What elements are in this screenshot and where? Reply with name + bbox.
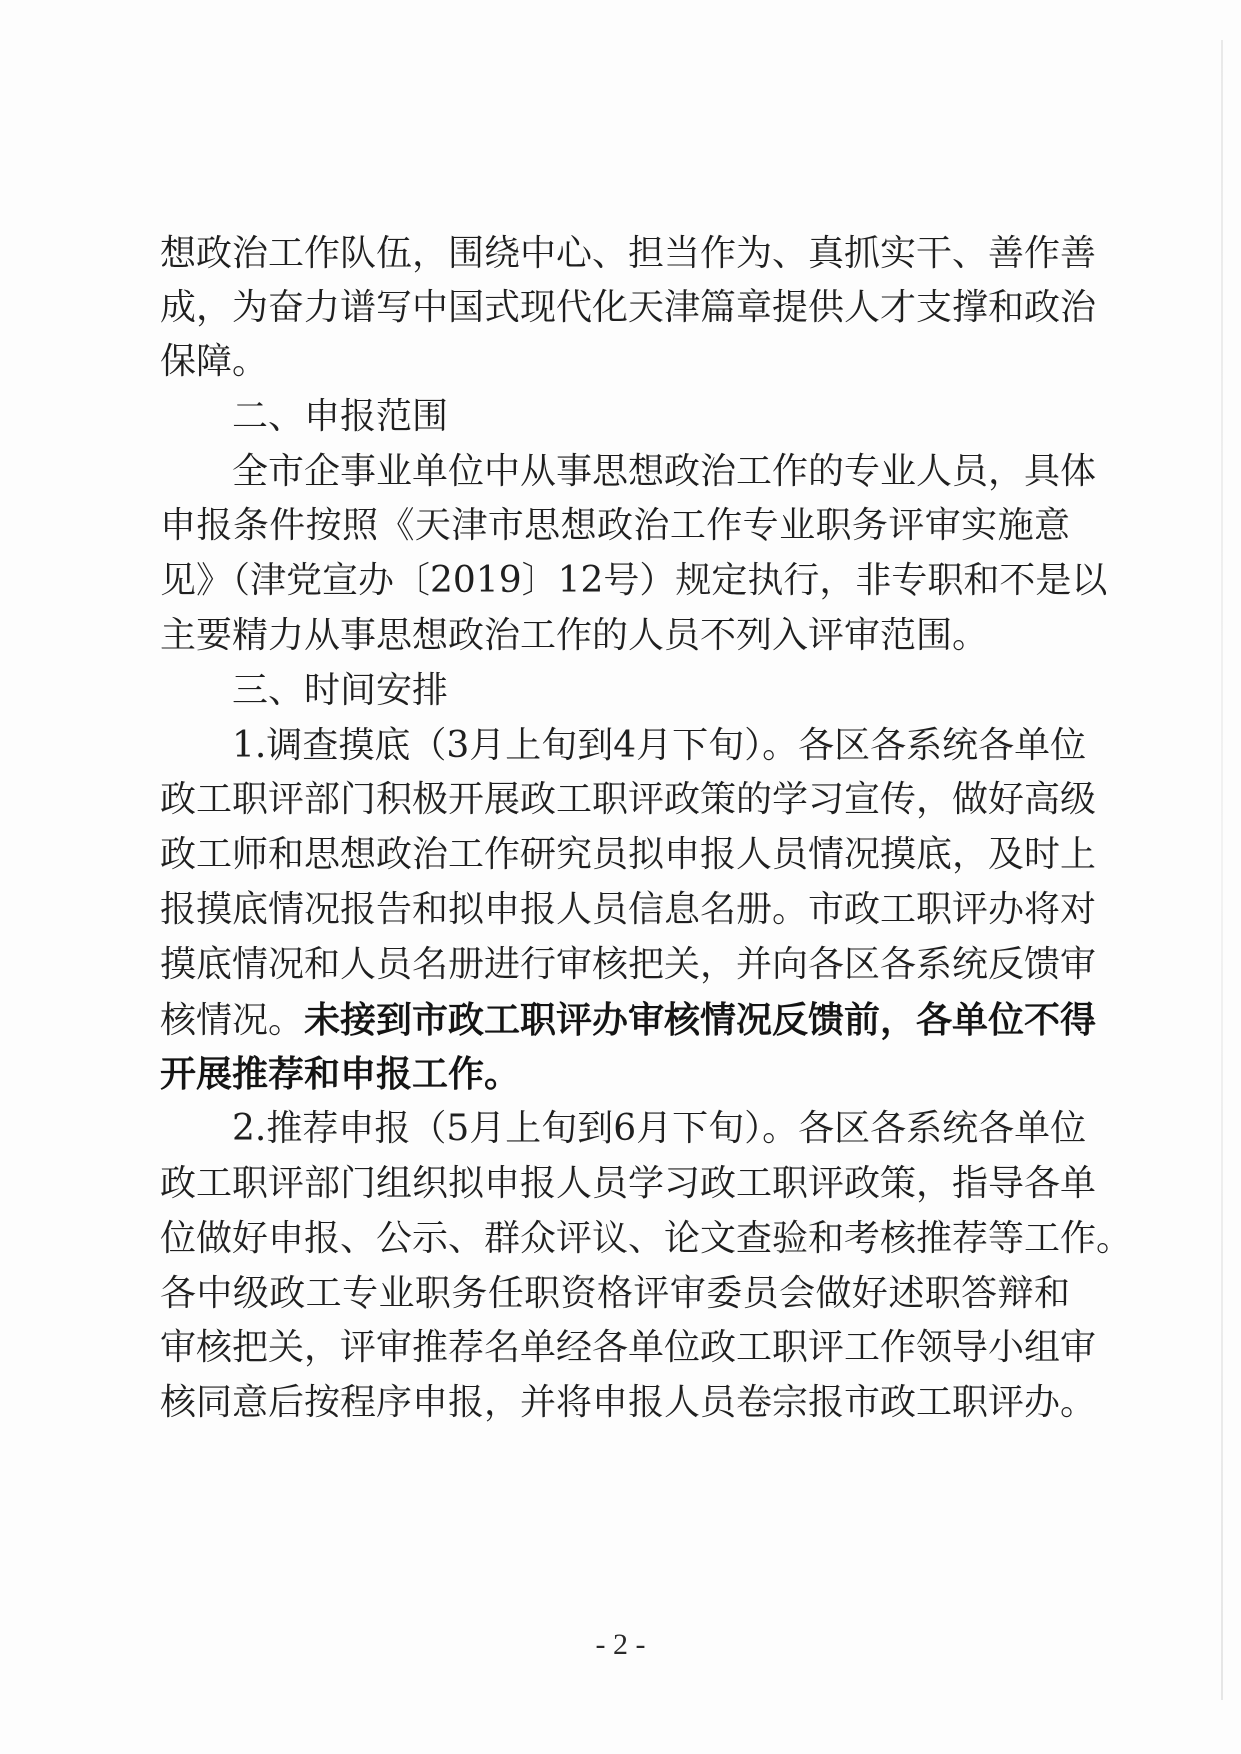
scope-line-2: 申报条件按照《天津市思想政治工作专业职务评审实施意 xyxy=(160,505,1070,546)
section-heading-scope: 二、申报范围 xyxy=(232,396,449,437)
schedule-item-1-line-4: 报摸底情况报告和拟申报人员信息名册。市政工职评办将对 xyxy=(160,889,1097,930)
page-number: - 2 - xyxy=(595,1628,646,1661)
schedule-item-2-line-6: 核同意后按程序申报，并将申报人员卷宗报市政工职评办。 xyxy=(160,1382,1097,1423)
schedule-item-1-line-6-normal: 核情况。 xyxy=(160,1000,305,1041)
schedule-item-1-emphasis-part-1: 未接到市政工职评办审核情况反馈前，各单位不得 xyxy=(304,999,1097,1041)
body-line-1: 想政治工作队伍，围绕中心、担当作为、真抓实干、善作善 xyxy=(160,233,1097,274)
schedule-item-1-line-1: 1.调查摸底（3月上旬到4月下旬）。各区各系统各单位 xyxy=(232,725,1087,766)
body-line-2: 成，为奋力谱写中国式现代化天津篇章提供人才支撑和政治 xyxy=(160,287,1097,328)
schedule-item-2-line-5: 审核把关，评审推荐名单经各单位政工职评工作领导小组审 xyxy=(160,1327,1097,1368)
schedule-item-1-line-3: 政工师和思想政治工作研究员拟申报人员情况摸底，及时上 xyxy=(160,834,1097,875)
schedule-item-2-line-1: 2.推荐申报（5月上旬到6月下旬）。各区各系统各单位 xyxy=(232,1108,1087,1149)
schedule-item-1-emphasis-part-2: 开展推荐和申报工作。 xyxy=(160,1053,521,1095)
body-line-3: 保障。 xyxy=(160,341,269,382)
scope-line-1: 全市企事业单位中从事思想政治工作的专业人员，具体 xyxy=(232,451,1097,492)
schedule-item-2-line-2: 政工职评部门组织拟申报人员学习政工职评政策，指导各单 xyxy=(160,1163,1097,1204)
schedule-item-1-line-2: 政工职评部门积极开展政工职评政策的学习宣传，做好高级 xyxy=(160,779,1097,820)
schedule-item-1-line-5: 摸底情况和人员名册进行审核把关，并向各区各系统反馈审 xyxy=(160,944,1097,985)
scope-line-4: 主要精力从事思想政治工作的人员不列入评审范围。 xyxy=(160,615,989,656)
schedule-item-1-line-6 xyxy=(160,996,1096,1044)
section-heading-schedule: 三、时间安排 xyxy=(232,670,449,711)
scope-line-3: 见》（津党宣办〔2019〕12号）规定执行，非专职和不是以 xyxy=(160,560,1108,601)
scan-edge-shadow xyxy=(1221,40,1223,1700)
schedule-item-2-line-3: 位做好申报、公示、群众评议、论文查验和考核推荐等工作。 xyxy=(160,1218,1133,1259)
schedule-item-2-line-4: 各中级政工专业职务任职资格评审委员会做好述职答辩和 xyxy=(160,1273,1070,1314)
